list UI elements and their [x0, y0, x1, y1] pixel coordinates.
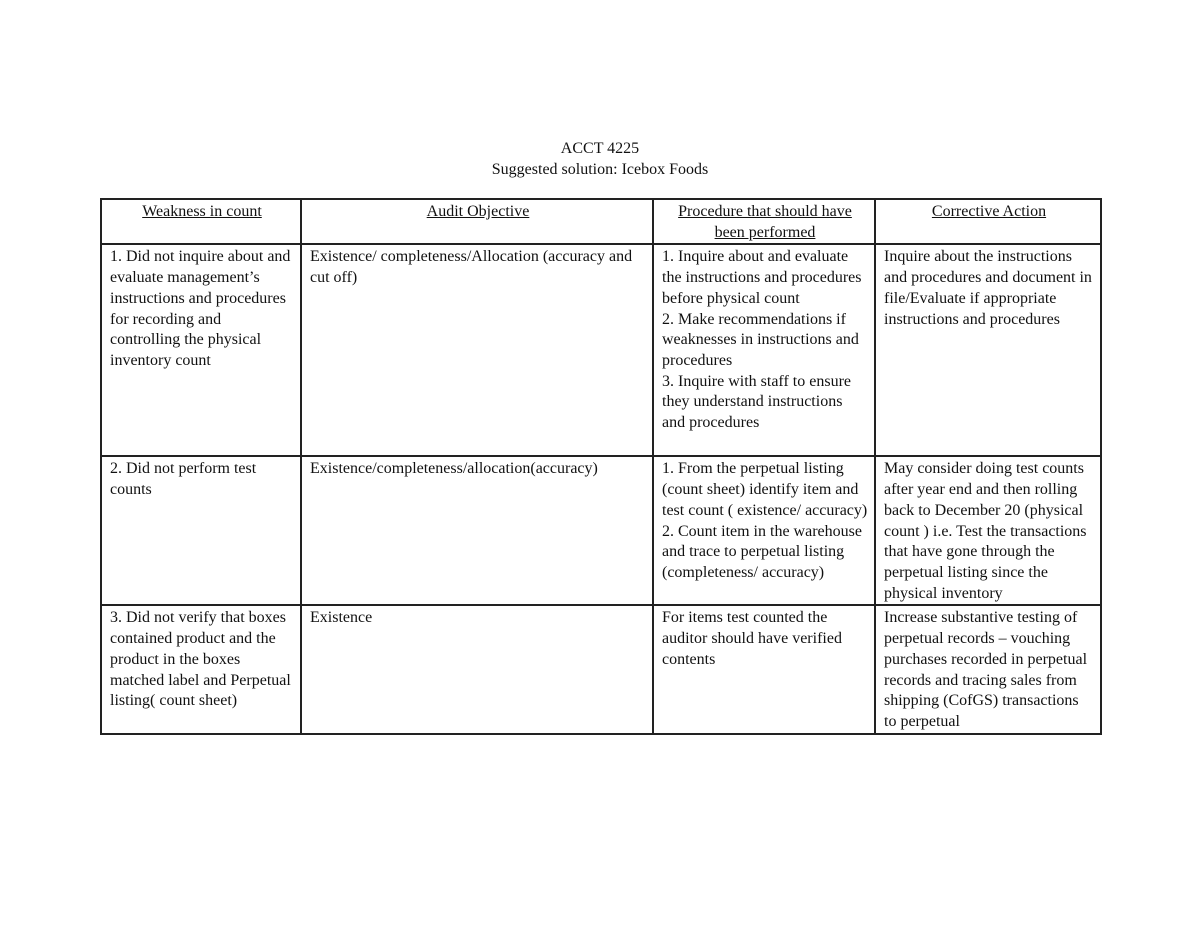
weakness-cell: 1. Did not inquire about and evaluate management’s instructions and procedures for recording and controlling the physical inventory count — [101, 244, 301, 456]
audit-table — [100, 198, 1102, 735]
header-corrective: Corrective Action — [875, 199, 1101, 244]
table-row — [101, 605, 1101, 733]
header-procedure: Procedure that should have been performed — [653, 199, 875, 244]
table-row — [101, 456, 1101, 605]
header-objective: Audit Objective — [301, 199, 653, 244]
course-title: ACCT 4225 — [560, 140, 640, 157]
corrective-cell: May consider doing test counts after year end and then rolling back to December 20 (physical count ) i.e. Test the transactions that have gone through the perpetual listing since the physical inventory — [875, 456, 1101, 605]
document-subtitle: Suggested solution: Icebox Foods — [491, 161, 709, 178]
table-header-row — [101, 199, 1101, 244]
procedure-cell — [653, 456, 875, 605]
objective-cell: Existence/completeness/allocation(accuracy) — [301, 456, 653, 605]
objective-cell: Existence/ completeness/Allocation (accuracy and cut off) — [301, 244, 653, 456]
weakness-cell: 2. Did not perform test counts — [101, 456, 301, 605]
procedure-step: 2. Count item in the warehouse and trace to perpetual listing (completeness/ accuracy) — [662, 522, 862, 581]
procedure-step: 1. From the perpetual listing (count sheet) identify item and test count ( existence/ accuracy) — [662, 460, 868, 519]
procedure-cell — [653, 605, 875, 733]
procedure-step: 3. Inquire with staff to ensure they understand instructions and procedures — [662, 372, 851, 432]
objective-cell: Existence — [301, 605, 653, 733]
procedure-step: For items test counted the auditor should have verified contents — [662, 609, 842, 668]
weakness-cell: 3. Did not verify that boxes contained product and the product in the boxes matched label and Perpetual listing( count sheet) — [101, 605, 301, 733]
corrective-cell: Increase substantive testing of perpetual records – vouching purchases recorded in perpetual records and tracing sales from shipping (CofGS) transactions to perpetual — [875, 605, 1101, 733]
document-header — [0, 138, 1200, 180]
procedure-step: 1. Inquire about and evaluate the instructions and procedures before physical count — [662, 248, 862, 307]
table-row — [101, 244, 1101, 456]
header-weakness: Weakness in count — [101, 199, 301, 244]
procedure-step: 2. Make recommendations if weaknesses in instructions and procedures — [662, 310, 859, 369]
procedure-cell — [653, 244, 875, 456]
corrective-cell: Inquire about the instructions and procedures and document in file/Evaluate if appropriate instructions and procedures — [875, 244, 1101, 456]
